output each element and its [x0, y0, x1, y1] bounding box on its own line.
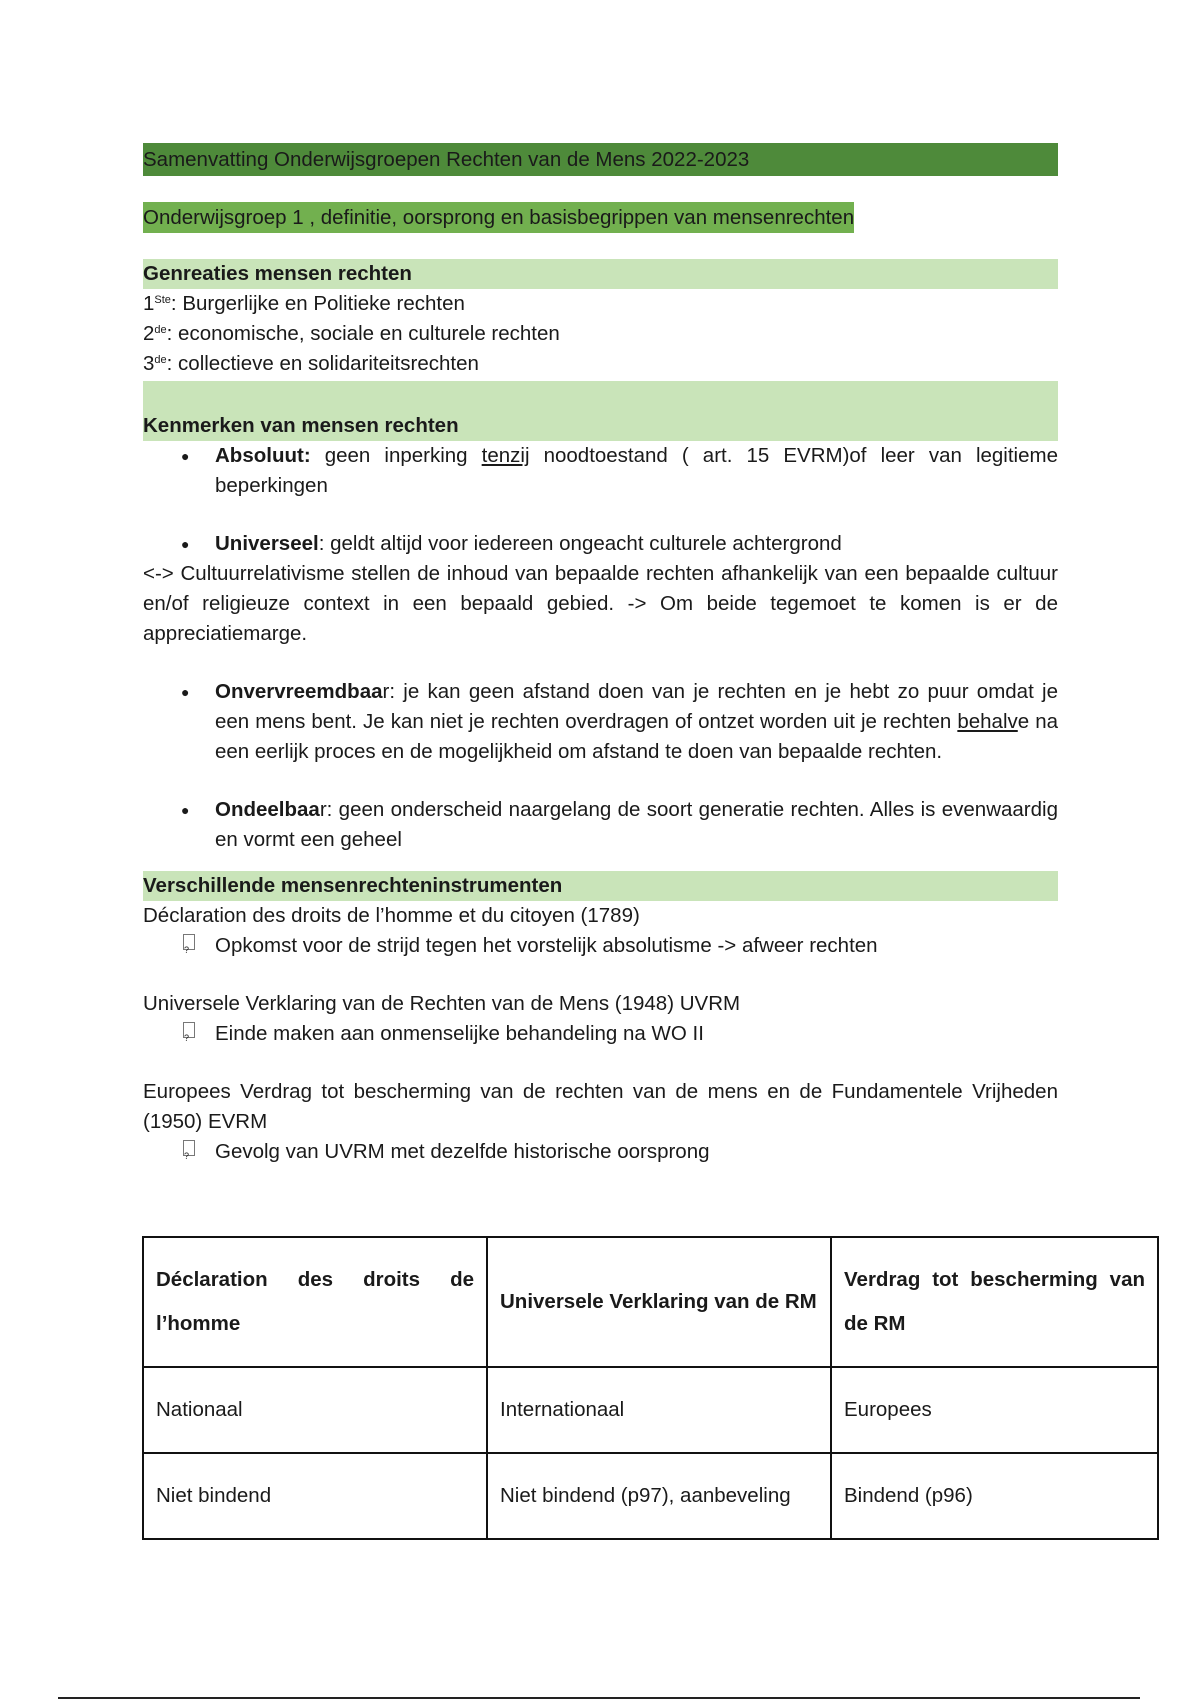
heading-kenmerken: Kenmerken van mensen rechten [143, 381, 1058, 441]
generatie-item: 1Ste: Burgerlijke en Politieke rechten [143, 292, 465, 315]
document-page [143, 143, 1058, 1167]
generatie-item: 3de: collectieve en solidariteitsrechten [143, 352, 479, 375]
missing-glyph-icon: ? [183, 1140, 195, 1156]
table-header-cell: Déclaration des droits de l’homme [143, 1237, 487, 1367]
section-subtitle: Onderwijsgroep 1 , definitie, oorsprong en basisbegrippen van mensenrechten [143, 202, 854, 233]
comparison-table [142, 1236, 1159, 1540]
instrument-note: ? Gevolg van UVRM met dezelfde historische oorsprong [184, 1140, 710, 1163]
table-row [143, 1367, 1158, 1453]
table-row [143, 1453, 1158, 1539]
kenmerk-onvervreemdbaar: ● Onvervreemdbaar: je kan geen afstand doen van je rechten en je hebt zo puur omdat je een mens bent. Je kan niet je rechten overdragen of ontzet worden uit je rechten behalve na een eerlijk proces en de mogelijkheid om afstand te doen van bepaalde rechten. [143, 677, 1058, 767]
kenmerk-universeel: ● Universeel: geldt altijd voor iedereen ongeacht culturele achtergrond [143, 529, 1058, 559]
table-cell: Bindend (p96) [831, 1453, 1158, 1539]
heading-instrumenten: Verschillende mensenrechteninstrumenten [143, 871, 1058, 901]
table-cell: Niet bindend [143, 1453, 487, 1539]
instrument-note: ? Einde maken aan onmenselijke behandeling na WO II [184, 1022, 704, 1045]
instrument-title: Universele Verklaring van de Rechten van de Mens (1948) UVRM [143, 992, 741, 1015]
table-cell: Niet bindend (p97), aanbeveling [487, 1453, 831, 1539]
footer-divider [58, 1697, 1140, 1699]
missing-glyph-icon: ? [183, 934, 195, 950]
table-header-cell: Verdrag tot bescherming van de RM [831, 1237, 1158, 1367]
instrument-note: ? Opkomst voor de strijd tegen het vorstelijk absolutisme -> afweer rechten [184, 934, 878, 957]
kenmerk-ondeelbaar: ● Ondeelbaar: geen onderscheid naargelang de soort generatie rechten. Alles is evenwaardig en vormt een geheel [143, 795, 1058, 855]
cultuurrelativisme-text: <-> Cultuurrelativisme stellen de inhoud van bepaalde rechten afhankelijk van een bepaalde cultuur en/of religieuze context in een bepaald gebied. -> Om beide tegemoet te komen is er de appreciatiemarge. [143, 562, 1058, 645]
table-cell: Internationaal [487, 1367, 831, 1453]
missing-glyph-icon: ? [183, 1022, 195, 1038]
table-cell: Europees [831, 1367, 1158, 1453]
heading-generaties: Genreaties mensen rechten [143, 259, 1058, 289]
document-title: Samenvatting Onderwijsgroepen Rechten van de Mens 2022-2023 [143, 143, 1058, 176]
kenmerken-list [143, 441, 1058, 501]
kenmerk-absoluut: ● Absoluut: geen inperking tenzij noodtoestand ( art. 15 EVRM)of leer van legitieme beperkingen [143, 441, 1058, 501]
instrument-title: Europees Verdrag tot bescherming van de rechten van de mens en de Fundamentele Vrijheden (1950) EVRM [143, 1080, 1058, 1133]
table-cell: Nationaal [143, 1367, 487, 1453]
table-header-cell: Universele Verklaring van de RM [487, 1237, 831, 1367]
generatie-item: 2de: economische, sociale en culturele rechten [143, 322, 560, 345]
instrument-title: Déclaration des droits de l’homme et du citoyen (1789) [143, 904, 640, 927]
table-header-row [143, 1237, 1158, 1367]
